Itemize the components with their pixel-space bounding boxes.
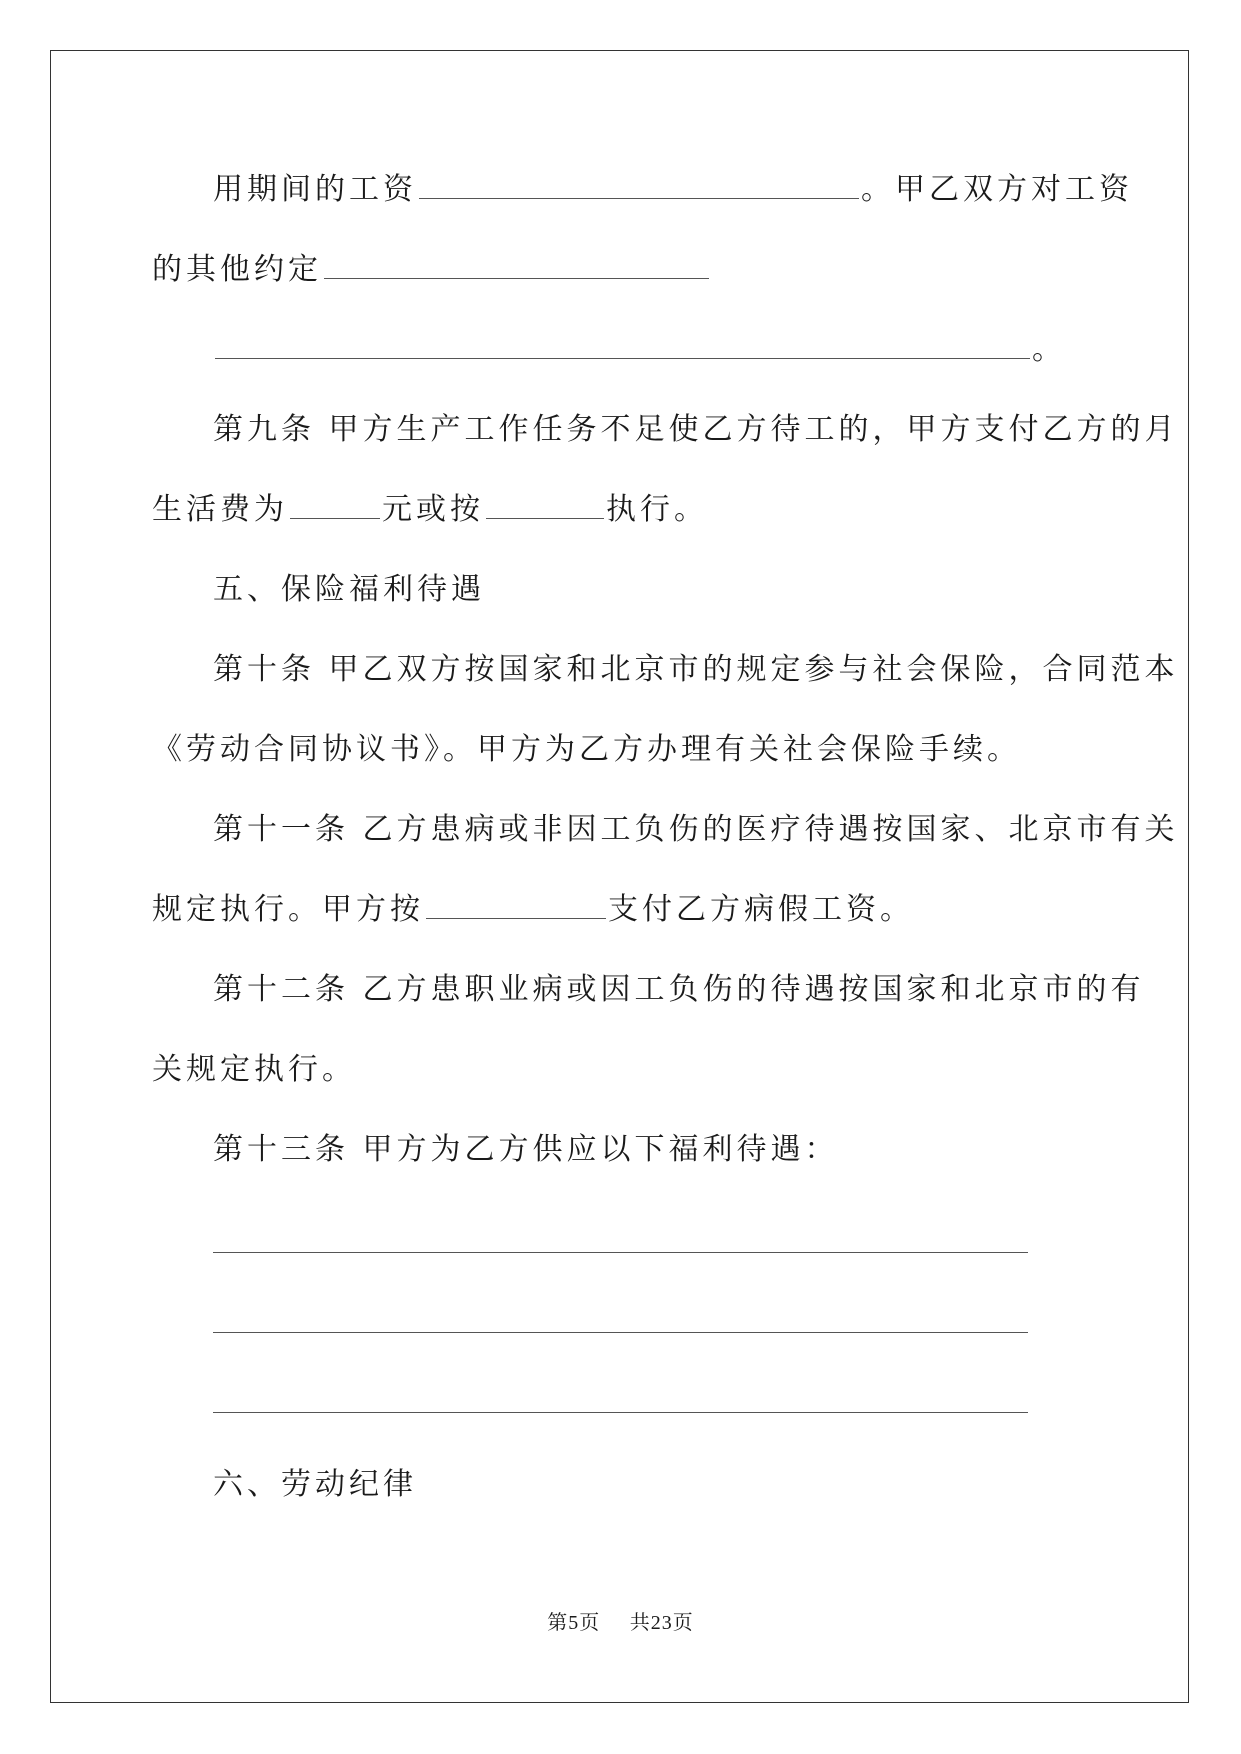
fill-in-blank-benefits-3[interactable] — [213, 1412, 1028, 1413]
text-segment: 。甲乙双方对工资 — [861, 172, 1133, 207]
article-12: 第十二条 乙方患职业病或因工负伤的待遇按国家和北京市的有 — [213, 972, 1145, 1007]
text-segment: 执行。 — [606, 492, 708, 527]
article-12-continuation: 关规定执行。 — [152, 1052, 356, 1087]
article-11-continuation — [152, 890, 914, 930]
article-13: 第十三条 甲方为乙方供应以下福利待遇： — [213, 1132, 839, 1167]
text-segment: 元或按 — [382, 492, 484, 527]
contract-line-wage-period — [213, 170, 1133, 210]
article-9: 第九条 甲方生产工作任务不足使乙方待工的，甲方支付乙方的月 — [213, 412, 1179, 447]
fill-in-blank-wage[interactable] — [419, 170, 859, 199]
fill-in-blank-standard[interactable] — [486, 490, 604, 519]
article-10-continuation: 《劳动合同协议书》。甲方为乙方办理有关社会保险手续。 — [152, 732, 1021, 767]
fill-in-blank-sick-pay[interactable] — [426, 890, 606, 919]
text-segment: 生活费为 — [152, 492, 288, 527]
page-footer — [0, 1608, 1241, 1637]
text-segment: 用期间的工资 — [213, 172, 417, 207]
footer-text: 页 — [672, 1610, 694, 1634]
fill-in-blank-continuation[interactable] — [215, 330, 1030, 359]
section-heading-labor-discipline: 六、劳动纪律 — [213, 1467, 417, 1502]
article-11: 第十一条 乙方患病或非因工负伤的医疗待遇按国家、北京市有关 — [213, 812, 1179, 847]
fill-in-blank-benefits-2[interactable] — [213, 1332, 1028, 1333]
current-page-number: 5 — [568, 1612, 580, 1634]
article-9-continuation — [152, 490, 708, 530]
total-page-count: 23 — [650, 1612, 673, 1634]
fill-in-blank-other-agreement[interactable] — [324, 250, 709, 279]
fill-in-blank-benefits-1[interactable] — [213, 1252, 1028, 1253]
text-segment: 规定执行。甲方按 — [152, 892, 424, 927]
fill-in-blank-living-allowance[interactable] — [290, 490, 380, 519]
contract-line-other-agreement — [152, 250, 711, 290]
section-heading-insurance: 五、保险福利待遇 — [213, 572, 485, 607]
footer-text: 第 — [547, 1610, 569, 1634]
text-segment: 的其他约定 — [152, 252, 322, 287]
text-segment: 。 — [1032, 332, 1066, 367]
footer-text: 页 共 — [579, 1610, 651, 1634]
article-10: 第十条 甲乙双方按国家和北京市的规定参与社会保险，合同范本 — [213, 652, 1179, 687]
contract-line-blank-continuation — [213, 330, 1066, 370]
page-border — [50, 50, 1189, 1703]
text-segment: 支付乙方病假工资。 — [608, 892, 914, 927]
